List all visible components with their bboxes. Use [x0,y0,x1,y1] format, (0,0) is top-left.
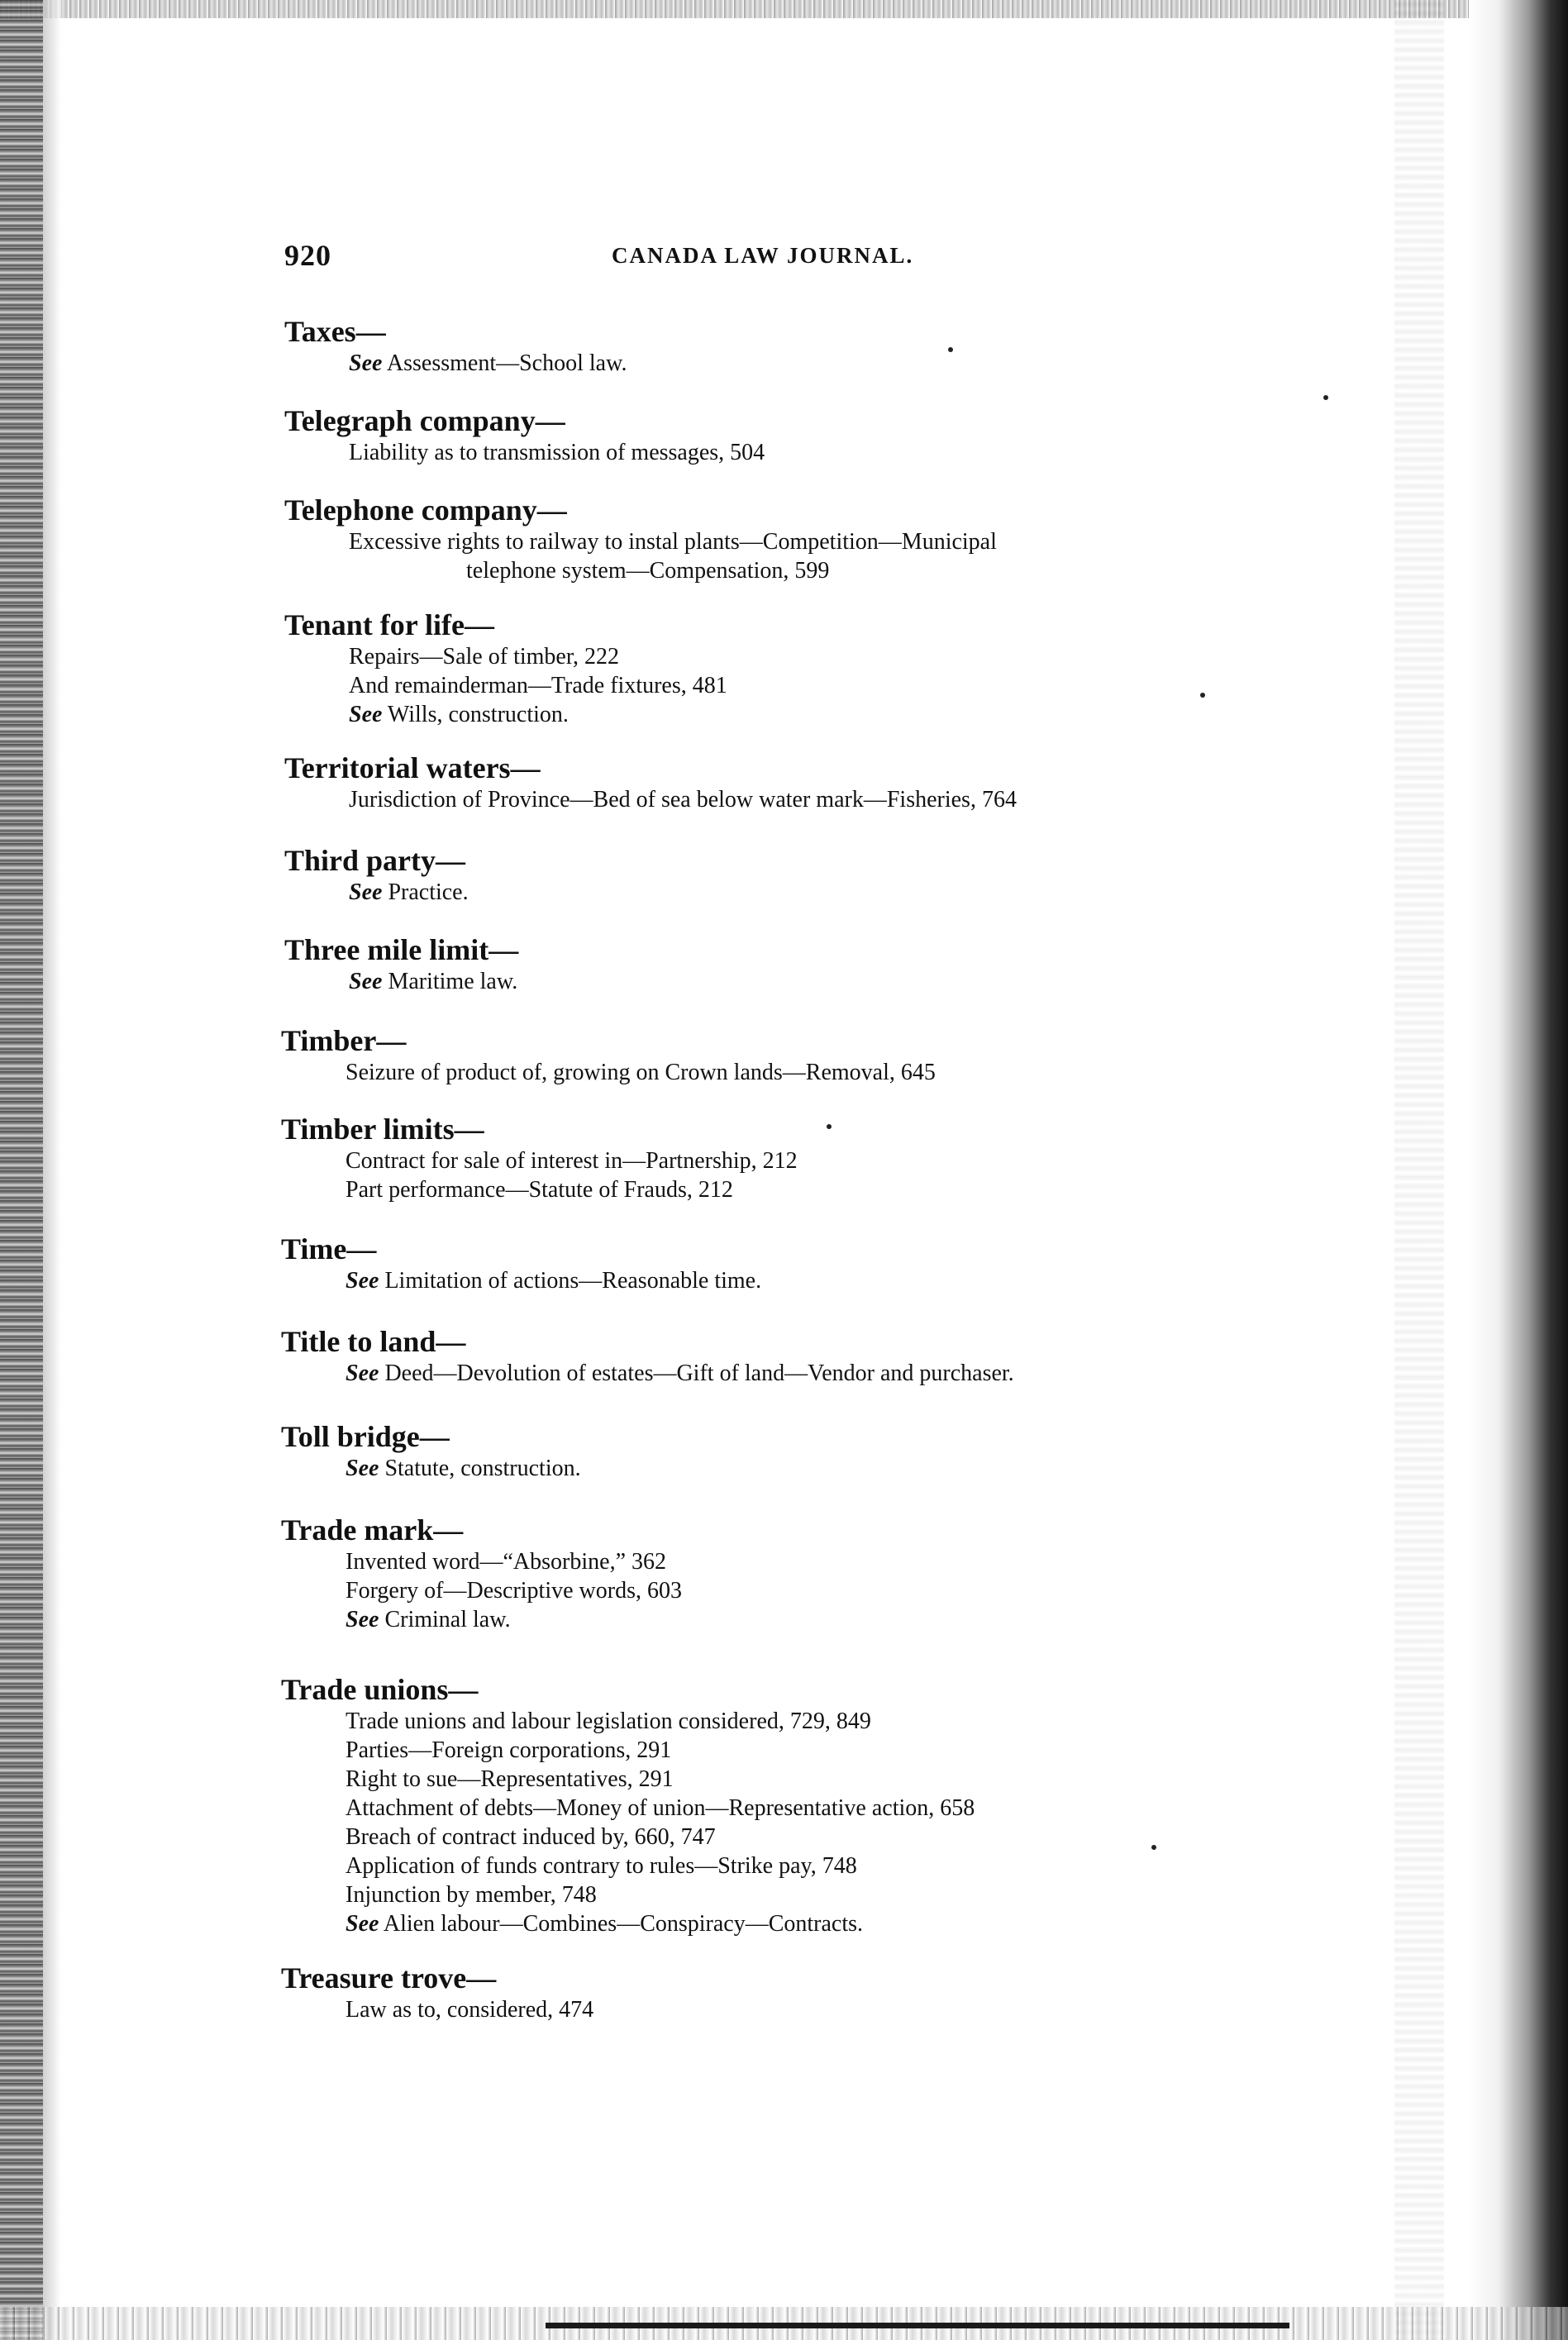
index-entry-title-to-land [281,1324,1014,1388]
entry-heading: Taxes— [284,315,386,348]
entry-line [346,1605,682,1634]
entry-line: Seizure of product of, growing on Crown lands—Removal, 645 [346,1060,936,1085]
index-entry-tenant-for-life [284,608,727,729]
entry-heading: Toll bridge— [281,1420,450,1453]
index-entry-three-mile-limit [284,932,518,996]
see-reference: See [346,1456,379,1481]
entry-heading: Telephone company— [284,493,567,527]
index-entry-territorial-waters [284,751,1017,814]
entry-line-text: Maritime law. [382,969,518,994]
entry-line: Application of funds contrary to rules—Strike pay, 748 [346,1853,857,1879]
page-header [284,238,1293,279]
entry-heading: Treasure trove— [281,1961,497,1994]
entry-line-text: Criminal law. [379,1607,511,1632]
entry-heading: Third party— [284,844,466,877]
see-reference: See [346,1268,379,1294]
entry-line: Invented word—“Absorbine,” 362 [346,1549,667,1575]
entry-heading: Territorial waters— [284,751,541,784]
index-entry-toll-bridge [281,1419,581,1483]
entry-line [349,700,727,729]
see-reference: See [346,1607,379,1632]
index-entry-time [281,1232,761,1295]
entry-line-text: Deed—Devolution of estates—Gift of land—Vendor and purchaser. [379,1361,1014,1386]
index-entry-trade-mark [281,1513,682,1634]
entry-heading: Time— [281,1232,377,1265]
entry-heading: Timber— [281,1024,407,1057]
entry-line-text: Alien labour—Combines—Conspiracy—Contracts. [379,1911,864,1937]
index-entry-trade-unions [281,1672,975,1938]
entry-heading: Trade mark— [281,1513,464,1546]
entry-line [349,967,518,996]
entry-heading: Title to land— [281,1325,466,1358]
entry-heading: Three mile limit— [284,933,519,966]
entry-line: Breach of contract induced by, 660, 747 [346,1824,716,1850]
entry-line-text: Statute, construction. [379,1456,581,1481]
entry-line: Liability as to transmission of messages, 504 [349,440,765,465]
index-entry-third-party [284,843,469,907]
entry-line: Excessive rights to railway to instal plants—Competition—Municipal [349,529,997,555]
see-reference: See [349,350,383,376]
entry-line: Trade unions and labour legislation considered, 729, 849 [346,1709,871,1734]
entry-line-text: Assessment—School law. [382,350,627,376]
entry-line [349,878,469,907]
entry-line [346,1454,581,1483]
entry-line [346,1909,975,1938]
entry-heading: Timber limits— [281,1113,484,1146]
see-reference: See [349,969,383,994]
entry-line [349,349,627,378]
see-reference: See [349,879,383,905]
entry-line: Contract for sale of interest in—Partnership, 212 [346,1148,798,1174]
index-entry-timber [281,1023,936,1087]
entry-line: Forgery of—Descriptive words, 603 [346,1578,682,1604]
entry-line: Law as to, considered, 474 [346,1997,594,2023]
entry-line: Injunction by member, 748 [346,1882,597,1908]
page-number: 920 [284,239,331,272]
index-entry-taxes [284,314,627,378]
index-entry-telephone-company [284,493,997,585]
see-reference: See [346,1911,379,1937]
see-reference: See [346,1361,379,1386]
entry-line: Repairs—Sale of timber, 222 [349,644,620,670]
entry-line: Jurisdiction of Province—Bed of sea below water mark—Fisheries, 764 [349,787,1017,813]
entry-line: Parties—Foreign corporations, 291 [346,1737,672,1763]
entry-heading: Tenant for life— [284,608,495,641]
entry-line: And remainderman—Trade fixtures, 481 [349,673,727,698]
entry-line-text: Wills, construction. [382,702,569,727]
see-reference: See [349,702,383,727]
running-title: CANADA LAW JOURNAL. [612,243,914,268]
index-entry-timber-limits [281,1112,798,1204]
entry-line-text: Limitation of actions—Reasonable time. [379,1268,762,1294]
entry-line: Attachment of debts—Money of union—Representative action, 658 [346,1795,975,1821]
entry-line-text: Practice. [382,879,469,905]
entry-line [346,1359,1014,1388]
index-entry-telegraph-company [284,403,765,467]
index-entry-treasure-trove [281,1961,593,2024]
entry-heading: Telegraph company— [284,404,565,437]
entry-heading: Trade unions— [281,1673,479,1706]
entry-line [346,1266,761,1295]
entry-line-continuation: telephone system—Compensation, 599 [466,558,830,584]
entry-line: Part performance—Statute of Frauds, 212 [346,1177,733,1203]
entry-line: Right to sue—Representatives, 291 [346,1766,674,1792]
